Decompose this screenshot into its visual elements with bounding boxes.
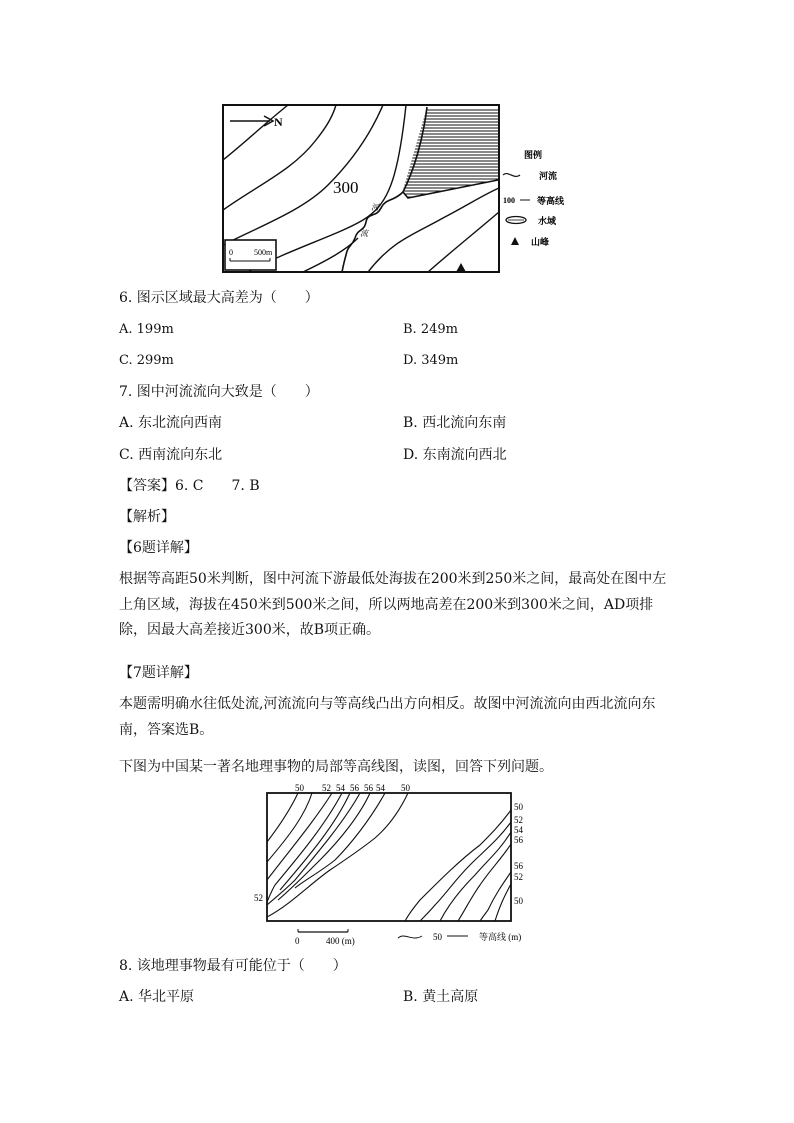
peak-icon (456, 263, 466, 272)
intro-text: 下图为中国某一著名地理事物的局部等高线图，读图，回答下列问题。 (119, 759, 553, 775)
svg-text:400 (m): 400 (m) (326, 936, 355, 946)
svg-text:56: 56 (514, 861, 523, 871)
svg-text:54: 54 (514, 825, 523, 835)
svg-text:河流: 河流 (539, 171, 558, 181)
svg-text:等高线: 等高线 (537, 196, 565, 206)
q8-option-a: A. 华北平原 (119, 989, 195, 1005)
svg-text:水域: 水域 (538, 216, 557, 226)
left-contour-label: 52 (254, 893, 263, 903)
contour-lines-left (267, 793, 408, 917)
analysis-header: 【解析】 (119, 509, 175, 525)
right-contour-labels (514, 802, 524, 906)
contour-value-label: 300 (333, 178, 359, 197)
svg-text:52: 52 (514, 872, 523, 882)
q7-detail-text: 本题需明确水往低处流,河流流向与等高线凸出方向相反。故图中河流流向由西北流向东南，答案选B。 (119, 696, 656, 738)
contour-map-2 (250, 780, 540, 948)
q6-detail-header: 【6题详解】 (119, 540, 198, 556)
svg-text:50: 50 (401, 783, 410, 793)
answer-line: 【答案】6. C 7. B (119, 478, 260, 494)
svg-text:52: 52 (514, 815, 523, 825)
legend-peak-icon (511, 237, 519, 245)
q7-detail-header: 【7题详解】 (119, 665, 198, 681)
svg-text:50: 50 (514, 896, 523, 906)
svg-text:50: 50 (514, 802, 523, 812)
svg-text:50: 50 (433, 932, 442, 942)
river-label-2: 流 (360, 229, 368, 238)
svg-text:50: 50 (295, 783, 304, 793)
question-8-stem: 8. 该地理事物最有可能位于（ ） (119, 958, 347, 974)
svg-text:图例: 图例 (524, 150, 543, 160)
q6-option-a: A. 199m (119, 322, 174, 337)
legend-river-icon (503, 174, 520, 177)
q7-option-a: A. 东北流向西南 (119, 415, 223, 431)
q6-option-d: D. 349m (403, 353, 459, 368)
river-label-1: 河 (371, 203, 379, 212)
svg-text:54: 54 (336, 783, 345, 793)
map2-legend (398, 931, 521, 942)
svg-text:0: 0 (295, 936, 300, 946)
question-6-stem: 6. 图示区域最大高差为（ ） (119, 290, 319, 306)
scale-bar (225, 240, 276, 270)
q8-option-b: B. 黄土高原 (403, 989, 479, 1005)
svg-text:山峰: 山峰 (531, 237, 550, 247)
svg-text:500m: 500m (254, 248, 273, 257)
scale-bar-2 (295, 929, 355, 946)
svg-text:52: 52 (322, 783, 331, 793)
legend-contour-icon (398, 936, 422, 938)
svg-text:0: 0 (229, 248, 233, 257)
question-7-stem: 7. 图中河流流向大致是（ ） (119, 384, 319, 400)
svg-text:54: 54 (376, 783, 385, 793)
q7-option-d: D. 东南流向西北 (403, 447, 507, 463)
contour-map-1 (218, 100, 588, 278)
water-body (398, 107, 500, 198)
svg-text:100: 100 (503, 196, 515, 205)
q7-option-c: C. 西南流向东北 (119, 447, 223, 463)
svg-text:等高线 (m): 等高线 (m) (479, 932, 522, 942)
q7-option-b: B. 西北流向东南 (403, 415, 507, 431)
map-legend (503, 149, 565, 247)
svg-text:56: 56 (514, 835, 523, 845)
north-arrow (230, 115, 283, 129)
q6-option-c: C. 299m (119, 353, 174, 368)
q6-option-b: B. 249m (403, 322, 458, 337)
contour-lines-right (405, 810, 511, 921)
svg-text:56: 56 (364, 783, 373, 793)
svg-text:56: 56 (350, 783, 359, 793)
q6-detail-text: 根据等高距50米判断，图中河流下游最低处海拔在200米到250米之间，最高处在图中左上角区域，海拔在450米到500米之间，所以两地高差在200米到300米之间，AD项排除，因最大高差接近300米，故B项正确。 (119, 571, 667, 638)
top-contour-labels (295, 783, 411, 793)
svg-text:N: N (274, 115, 283, 129)
